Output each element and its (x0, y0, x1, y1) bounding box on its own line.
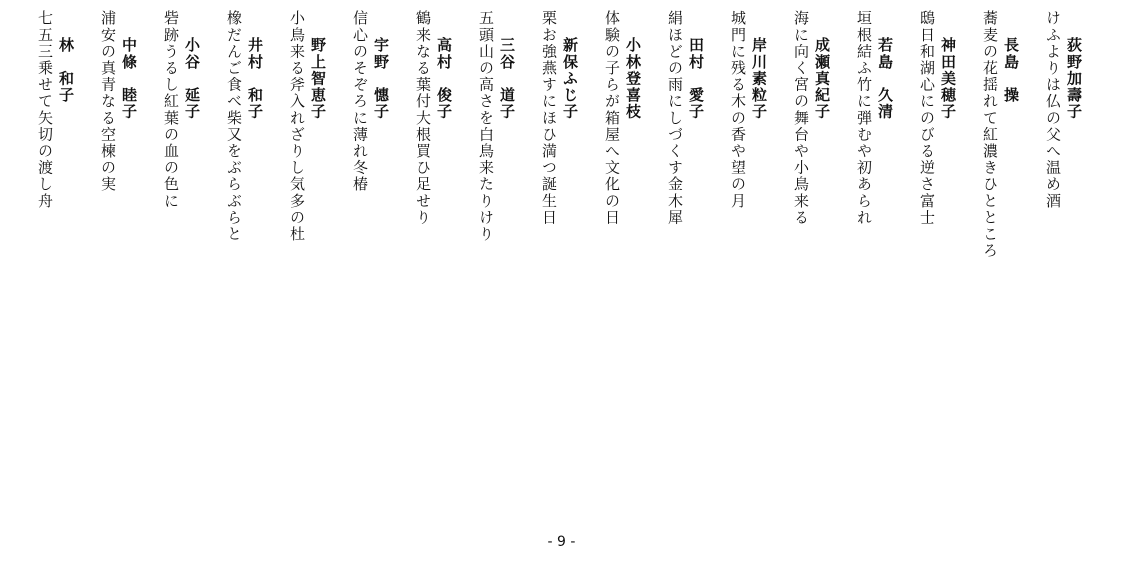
haiku-text: 蕎麦の花揺れて紅濃きひとところ (981, 10, 999, 259)
author-name: 井村 和子 (246, 37, 264, 120)
author-name: 高村 俊子 (435, 37, 453, 120)
haiku-text: 体験の子らが箱屋へ文化の日 (603, 10, 621, 226)
author-name: 若島 久清 (876, 37, 894, 120)
haiku-text: 橡だんご食べ柴又をぶらぶらと (225, 10, 243, 243)
haiku-text: 浦安の真青なる空楝の実 (99, 10, 117, 193)
page-number: - 9 - (547, 534, 576, 550)
author-name: 長島 操 (1002, 37, 1020, 104)
author-name: 中條 睦子 (120, 37, 138, 120)
haiku-text: 海に向く宮の舞台や小鳥来る (792, 10, 810, 226)
author-name: 小林登喜枝 (624, 37, 642, 120)
author-name: 林 和子 (57, 37, 75, 104)
author-name: 神田美穂子 (939, 37, 957, 120)
author-name: 野上智恵子 (309, 37, 327, 120)
author-name: 荻野加壽子 (1065, 37, 1083, 120)
haiku-text: 城門に残る木の香や望の月 (729, 10, 747, 210)
haiku-text: 砦跡うるし紅葉の血の色に (162, 10, 180, 210)
author-name: 三谷 道子 (498, 37, 516, 120)
haiku-text: 垣根結ふ竹に弾むや初あられ (855, 10, 873, 226)
haiku-text: 五頭山の高さを白鳥来たりけり (477, 10, 495, 243)
haiku-text: 七五三乗せて矢切の渡し舟 (36, 10, 54, 210)
haiku-text: 鶴来なる葉付大根買ひ足せり (414, 10, 432, 226)
author-name: 宇野 憓子 (372, 37, 390, 120)
author-name: 田村 愛子 (687, 37, 705, 120)
author-name: 成瀬真紀子 (813, 37, 831, 120)
haiku-text: けふよりは仏の父へ温め酒 (1044, 10, 1062, 210)
author-name: 岸川素粒子 (750, 37, 768, 120)
haiku-text: 絹ほどの雨にしづくす金木犀 (666, 10, 684, 226)
haiku-text: 小鳥来る斧入れざりし気多の杜 (288, 10, 306, 243)
haiku-text: 栗お強燕すにほひ満つ誕生日 (540, 10, 558, 226)
haiku-text: 鴟日和湖心にのびる逆さ富士 (918, 10, 936, 226)
author-name: 小谷 延子 (183, 37, 201, 120)
author-name: 新保ふじ子 (561, 37, 579, 120)
haiku-text: 信心のそぞろに薄れ冬椿 (351, 10, 369, 193)
